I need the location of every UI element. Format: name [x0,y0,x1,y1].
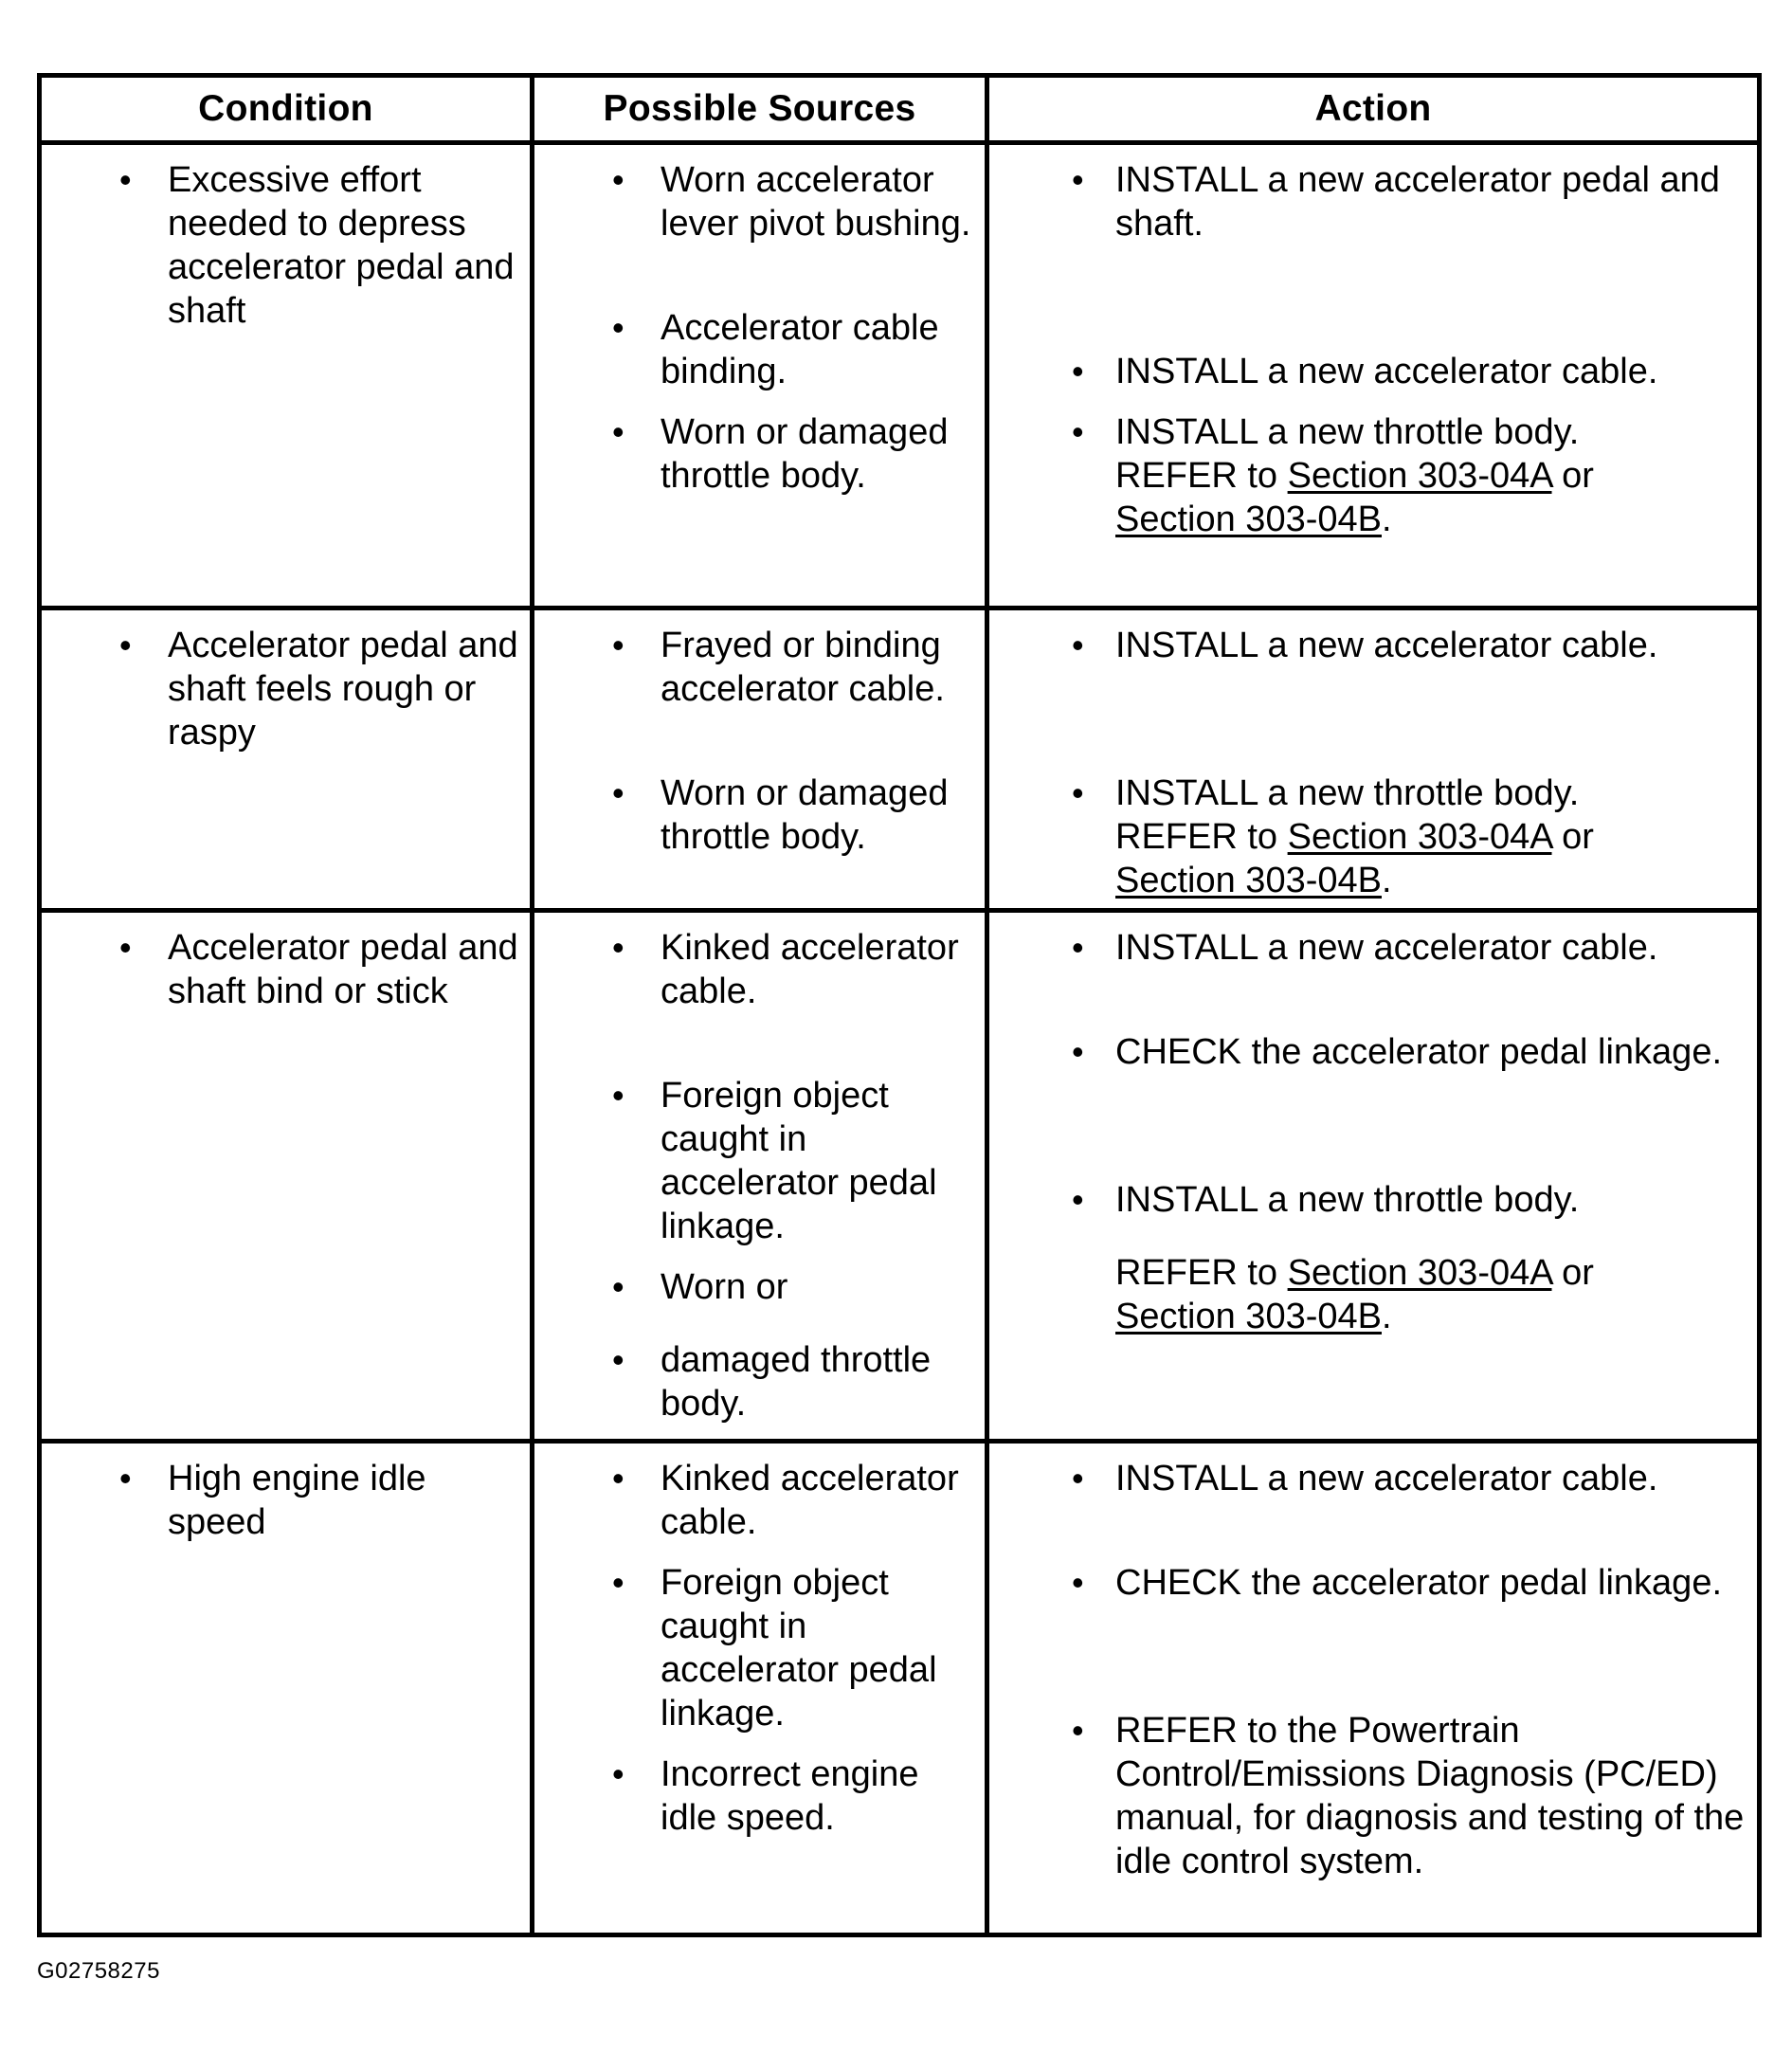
source-item-continued [534,1338,985,1426]
condition-cell [40,1442,533,1935]
source-item: • Frayed or binding accelerator cable. [534,624,985,711]
refer-text: REFER to [1115,456,1278,496]
sources-cell [533,143,987,608]
section-link-303-04a[interactable]: Section 303-04A [1287,817,1552,858]
refer-text: REFER to [1115,1252,1278,1293]
sources-cell [533,910,987,1442]
section-link-303-04a[interactable]: Section 303-04A [1287,1252,1552,1293]
condition-cell [40,143,533,608]
source-item: • Worn or [534,1265,985,1309]
condition-text: • Accelerator pedal and shaft bind or stick [42,926,530,1013]
action-text: INSTALL a new throttle body. [1115,773,1580,814]
action-item: • INSTALL a new accelerator cable. [989,1457,1757,1500]
or-text: or [1562,456,1594,496]
action-item: • INSTALL a new accelerator cable. [989,926,1757,970]
action-item [989,772,1757,902]
condition-text: • High engine idle speed [42,1457,530,1544]
action-text: INSTALL a new throttle body. [1115,1179,1580,1220]
section-link-303-04b[interactable]: Section 303-04B [1115,1296,1382,1336]
action-item: • CHECK the accelerator pedal linkage. [989,1030,1757,1074]
period-text: . [1381,1296,1392,1336]
section-link-303-04b[interactable]: Section 303-04B [1115,499,1382,539]
table-row [40,1442,1760,1935]
action-item: • CHECK the accelerator pedal linkage. [989,1561,1757,1605]
action-item: • INSTALL a new accelerator pedal and shaft. [989,158,1757,245]
source-item: • Foreign object caught in accelerator pedal linkage. [534,1561,985,1735]
period-text: . [1381,499,1392,539]
action-item: • REFER to the Powertrain Control/Emissions Diagnosis (PC/ED) manual, for diagnosis and testing of the idle control system. [989,1709,1757,1883]
action-cell [987,1442,1760,1935]
source-item: • Incorrect engine idle speed. [534,1752,985,1840]
table-row [40,608,1760,910]
diagnosis-table [37,73,1762,1937]
or-text: or [1562,1252,1594,1293]
action-cell [987,608,1760,910]
action-cell [987,143,1760,608]
source-item: • Kinked accelerator cable. [534,1457,985,1544]
header-possible-sources: Possible Sources [533,76,987,143]
header-condition: Condition [40,76,533,143]
section-link-303-04a[interactable]: Section 303-04A [1287,456,1552,496]
refer-text: REFER to [1115,817,1278,858]
action-item [989,410,1757,541]
source-item: • Worn or damaged throttle body. [534,410,985,498]
condition-cell [40,608,533,910]
period-text: . [1381,861,1392,901]
or-text: or [1562,817,1594,858]
action-item [989,1178,1757,1338]
figure-id: G02758275 [37,1958,160,1984]
section-link-303-04b[interactable]: Section 303-04B [1115,861,1382,901]
table-row [40,910,1760,1442]
action-item: • INSTALL a new accelerator cable. [989,624,1757,667]
action-text: INSTALL a new throttle body. [1115,412,1580,452]
condition-text: • Excessive effort needed to depress accelerator pedal and shaft [42,158,530,333]
source-item: • Accelerator cable binding. [534,306,985,393]
source-item: • Kinked accelerator cable. [534,926,985,1013]
action-cell [987,910,1760,1442]
source-continued-text: damaged throttle body. [661,1339,932,1424]
action-item: • INSTALL a new accelerator cable. [989,350,1757,393]
sources-cell [533,608,987,910]
condition-text: • Accelerator pedal and shaft feels rough or raspy [42,624,530,754]
header-action: Action [987,76,1760,143]
source-item: • Foreign object caught in accelerator pedal linkage. [534,1074,985,1248]
table-row [40,143,1760,608]
sources-cell [533,1442,987,1935]
source-item: • Worn accelerator lever pivot bushing. [534,158,985,245]
condition-cell [40,910,533,1442]
source-item: • Worn or damaged throttle body. [534,772,985,859]
header-row [40,76,1760,143]
